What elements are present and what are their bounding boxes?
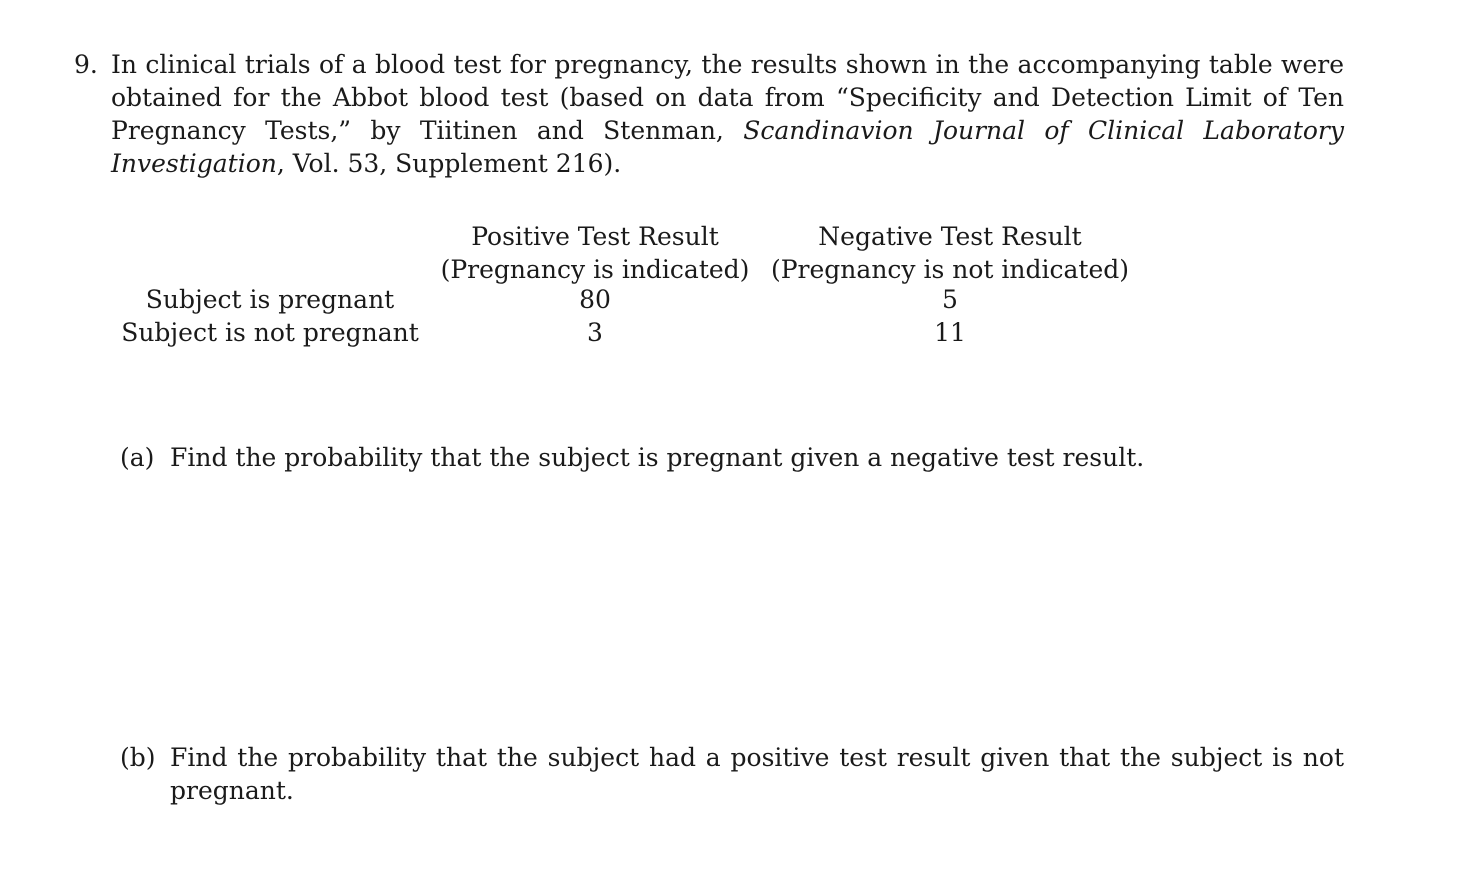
- part-b-label: (b): [120, 743, 156, 772]
- problem-text-intro: In clinical trials of a blood test for pregnancy, the results shown in the accompanying table were obtained for the Abbot blood test (based on data from “Specificity and Detection Limit of Ten Pregnancy Tests,” by Tiitinen and Stenman,: [111, 50, 1344, 145]
- table-corner: [110, 220, 430, 253]
- table-row: [110, 283, 1140, 316]
- table-row: [110, 316, 1140, 349]
- problem-statement: [74, 48, 1344, 180]
- table-header-row-1: [110, 220, 1140, 253]
- results-table: [110, 220, 1140, 352]
- cell-not-pregnant-positive: 3: [587, 318, 603, 347]
- problem-text: [111, 48, 1344, 180]
- problem-number: 9.: [74, 50, 98, 79]
- table-header-row-2: [110, 253, 1140, 286]
- column-subheader-positive: (Pregnancy is indicated): [440, 255, 750, 284]
- column-header-positive: Positive Test Result: [471, 222, 719, 251]
- row-label-pregnant: Subject is pregnant: [145, 285, 395, 314]
- cell-pregnant-negative: 5: [942, 285, 958, 314]
- column-subheader-negative: (Pregnancy is not indicated): [770, 255, 1130, 284]
- journal-name: Scandinavion Journal of Clinical Laboratory Investigation: [111, 116, 1344, 178]
- part-a: [120, 441, 1344, 474]
- part-a-label: (a): [120, 443, 155, 472]
- cell-not-pregnant-negative: 11: [934, 318, 966, 347]
- row-label-not-pregnant: Subject is not pregnant: [121, 318, 419, 347]
- problem-text-citation-end: , Vol. 53, Supplement 216).: [276, 149, 622, 178]
- table-corner-2: [110, 253, 430, 286]
- column-header-negative: Negative Test Result: [818, 222, 1082, 251]
- cell-pregnant-positive: 80: [579, 285, 611, 314]
- part-b: [120, 741, 1344, 807]
- part-a-text: Find the probability that the subject is pregnant given a negative test result.: [170, 443, 1145, 472]
- part-b-text: Find the probability that the subject had a positive test result given that the subject is not pregnant.: [170, 743, 1344, 805]
